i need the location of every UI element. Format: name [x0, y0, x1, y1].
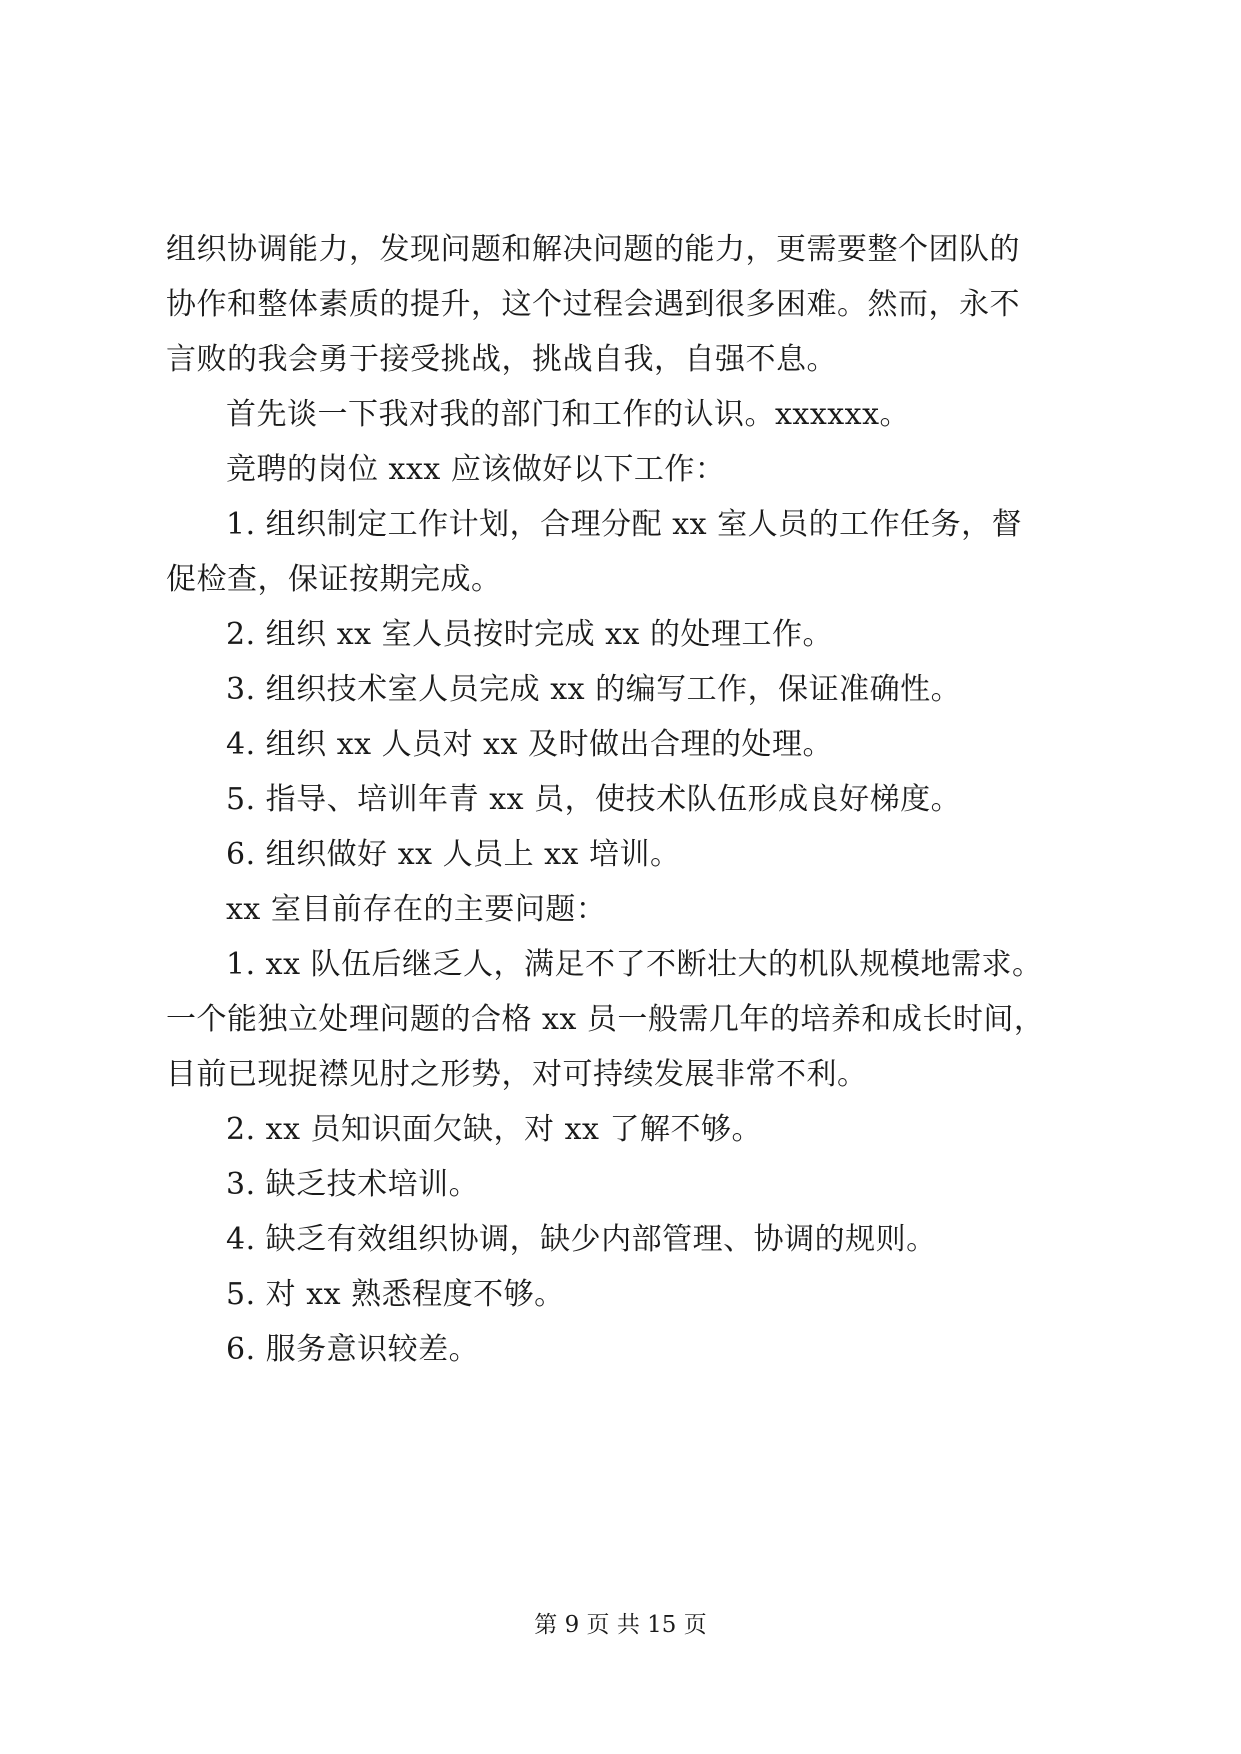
text-line: 1. xx 队伍后继乏人，满足不了不断壮大的机队规模地需求。: [226, 947, 1043, 982]
text-line: 5. 指导、培训年青 xx 员，使技术队伍形成良好梯度。: [226, 782, 962, 817]
text-line: 3. 缺乏技术培训。: [226, 1167, 480, 1202]
page-number-footer: 第 9 页 共 15 页: [534, 1612, 707, 1638]
text-line: 竞聘的岗位 xxx 应该做好以下工作：: [226, 452, 726, 487]
text-line: 言败的我会勇于接受挑战，挑战自我，自强不息。: [166, 342, 837, 377]
text-line: 2. xx 员知识面欠缺，对 xx 了解不够。: [226, 1112, 762, 1147]
text-line: 一个能独立处理问题的合格 xx 员一般需几年的培养和成长时间，: [166, 1002, 1045, 1037]
text-line: 协作和整体素质的提升，这个过程会遇到很多困难。然而，永不: [166, 287, 1020, 322]
text-line: xx 室目前存在的主要问题：: [226, 892, 607, 927]
text-line: 3. 组织技术室人员完成 xx 的编写工作，保证准确性。: [226, 672, 962, 707]
text-line: 目前已现捉襟见肘之形势，对可持续发展非常不利。: [166, 1057, 868, 1092]
text-line: 2. 组织 xx 室人员按时完成 xx 的处理工作。: [226, 617, 833, 652]
text-line: 首先谈一下我对我的部门和工作的认识。xxxxxx。: [226, 397, 911, 432]
text-line: 促检查，保证按期完成。: [166, 562, 502, 597]
text-line: 组织协调能力，发现问题和解决问题的能力，更需要整个团队的: [166, 232, 1020, 267]
text-line: 6. 服务意识较差。: [226, 1332, 480, 1367]
text-line: 4. 组织 xx 人员对 xx 及时做出合理的处理。: [226, 727, 833, 762]
text-line: 1. 组织制定工作计划，合理分配 xx 室人员的工作任务，督: [226, 507, 1023, 542]
text-line: 4. 缺乏有效组织协调，缺少内部管理、协调的规则。: [226, 1222, 937, 1257]
text-line: 5. 对 xx 熟悉程度不够。: [226, 1277, 565, 1312]
text-line: 6. 组织做好 xx 人员上 xx 培训。: [226, 837, 681, 872]
